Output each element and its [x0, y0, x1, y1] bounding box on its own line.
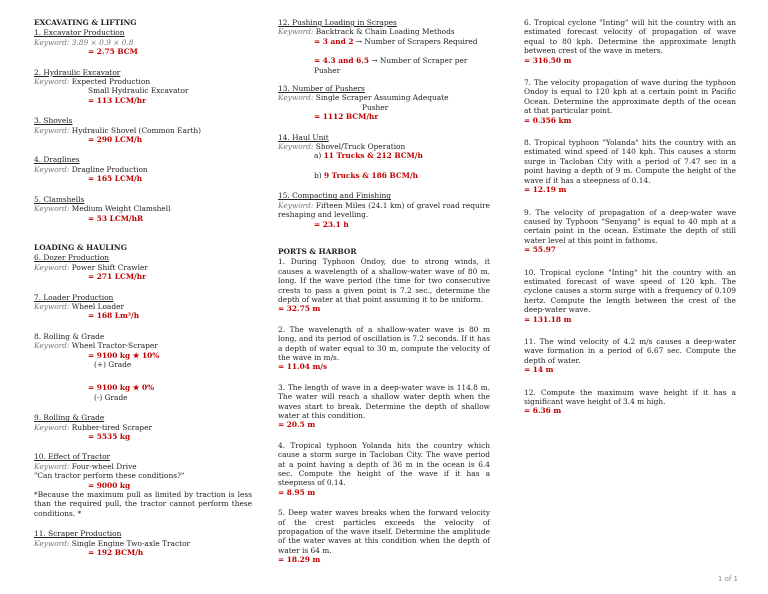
item-title: 3. Shovels: [34, 116, 73, 126]
answer: = 290 LCM/h: [88, 135, 143, 145]
keyword-text: Single Scraper Assuming Adequate: [313, 93, 449, 103]
answer: = 8.95 m: [278, 487, 316, 497]
item-title: 7. Loader Production: [34, 292, 114, 302]
item-title: 13. Number of Pushers: [278, 84, 365, 94]
question-text: 1. During Typhoon Ondoy, due to strong winds, it causes a wavelength of a shallow-water wave of 80 m. long. If the wave period (the time for two consecutive crests to pass a given point is 7.2 sec., determine the depth of water at that point assuming it to be uniform.: [278, 257, 490, 304]
section-heading-excavating: EXCAVATING & LIFTING: [34, 18, 137, 27]
item-title: 5. Clamshells: [34, 194, 85, 204]
keyword-label: Keyword:: [34, 422, 70, 432]
item-title: 2. Hydraulic Excavator: [34, 67, 121, 77]
question-text: 10. Tropical cyclone "Inting" hit the country with an estimated forecast of wave speed of 120 kph. The cyclone causes a storm surge with a frequency of 0.109 hertz. Compute the length between the crest of the deep-water wave.: [524, 267, 736, 315]
keyword-text: Wheel Tractor-Scraper: [69, 341, 158, 351]
answer: = 53 LCM/hR: [88, 213, 144, 223]
answer: = 9100 kg ★ 10%: [88, 350, 160, 360]
question: "Can tractor perform these conditions?": [34, 471, 185, 481]
column-3: [524, 18, 736, 427]
item-13: [278, 84, 490, 122]
keyword-text: Power Shift Crawler: [69, 262, 148, 272]
answer-a: 11 Trucks & 212 BCM/h: [323, 151, 423, 161]
item-6: [34, 253, 252, 281]
keyword-label: Keyword:: [34, 37, 70, 47]
keyword-label: Keyword:: [34, 125, 70, 135]
answer: = 316.50 m: [524, 55, 572, 65]
ports-item-11: [524, 337, 736, 375]
item-14: [278, 133, 490, 181]
item-title: 8. Rolling & Grade: [34, 331, 105, 341]
answer-text: → Number of Scrapers Required: [353, 36, 478, 46]
question-text: 4. Tropical typhoon Yolanda hits the country which cause a storm surge in Tacloban City. The wave period at a point having a depth of 36 m in the ocean is 6.4 sec. Compute the height of the wave if it has a steepness of 0.14.: [278, 440, 490, 488]
answer: = 23.1 h: [314, 219, 349, 229]
answer: = 192 BCM/h: [88, 548, 144, 558]
column-2: [278, 18, 490, 576]
item-2: [34, 68, 252, 106]
column-1: [34, 18, 252, 568]
answer: = 113 LCM/hr: [88, 95, 146, 105]
item-title: 14. Haul Unit: [278, 132, 329, 142]
keyword-text: Four-wheel Drive: [69, 461, 137, 471]
answer: = 11.04 m/s: [278, 362, 328, 372]
ports-item-7: [524, 78, 736, 125]
answer: = 1112 BCM/hr: [314, 112, 379, 122]
keyword-label: Keyword:: [34, 262, 70, 272]
keyword-text: Rubber-tired Scraper: [69, 422, 153, 432]
keyword-label: Keyword:: [34, 538, 70, 548]
ports-item-2: [278, 325, 490, 372]
item-title: 11. Scraper Production: [34, 529, 122, 539]
answer: = 14 m: [524, 365, 554, 375]
item-title: 15. Compacting and Finishing: [278, 191, 391, 201]
ports-item-6: [524, 18, 736, 65]
keyword-text-2: Small Hydraulic Excavator: [88, 86, 189, 96]
answer-b: 9 Trucks & 186 BCM/h: [323, 170, 419, 180]
keyword-text: Medium Weight Clamshell: [69, 204, 171, 214]
question-text: 7. The velocity propagation of wave during the typhoon Ondoy is equal to 120 kph at a certain point in Pacific Ocean. Determine the approximate depth of the ocean at that particular point.: [524, 78, 736, 116]
item-3: [34, 116, 252, 144]
ports-item-3: [278, 383, 490, 430]
keyword-text: Dragline Production: [69, 164, 148, 174]
keyword-label: Keyword:: [34, 164, 70, 174]
ports-item-4: [278, 441, 490, 497]
answer: = 55.97: [524, 245, 556, 255]
item-title: 1. Excavator Production: [34, 28, 125, 38]
question-text: 3. The length of wave in a deep-water wave is 114.8 m. The water will reach a shallow water depth when the waves start to break. Determine the depth of shallow water at this condition.: [278, 382, 490, 420]
keyword-label: Keyword:: [34, 301, 70, 311]
answer: = 2.75 BCM: [88, 47, 138, 57]
keyword-label: Keyword:: [34, 77, 70, 87]
answer: = 32.75 m: [278, 304, 321, 314]
answer-2-text: → Number of Scraper per Pusher: [314, 56, 468, 75]
answer: = 165 LCM/h: [88, 174, 143, 184]
keyword-text: Wheel Loader: [69, 301, 124, 311]
item-title: 4. Draglines: [34, 155, 80, 165]
answer: = 3 and 2: [314, 36, 354, 46]
answer: = 271 LCM/hr: [88, 272, 146, 282]
item-12: [278, 18, 490, 75]
item-1: [34, 28, 252, 56]
answer: = 0.356 km: [524, 115, 572, 125]
keyword-label: Keyword:: [34, 341, 70, 351]
answer: = 6.36 m: [524, 406, 562, 416]
item-title: 10. Effect of Tractor: [34, 452, 111, 462]
answer-2: = 9100 kg ★ 0%: [88, 383, 155, 393]
question-text: 9. The velocity of propagation of a deep-water wave caused by Typhoon "Senyang" is equal to 40 mph at a certain point in the ocean. Estimate the depth of still water level at this point in fathoms.: [524, 207, 736, 245]
question-text: 5. Deep water waves breaks when the forward velocity of the crest particles exceeds the velocity of propagation of the wave itself. Determine the amplitude of the water waves at this condition when the depth of water is 64 m.: [278, 508, 490, 555]
answer: = 168 Lm³/h: [88, 311, 140, 321]
item-10: [34, 452, 252, 518]
keyword-text: Shovel/Truck Operation: [313, 142, 406, 152]
ports-item-10: [524, 268, 736, 324]
item-8: [34, 332, 252, 402]
question-text: 11. The wind velocity of 4.2 m/s causes a deep-water wave formation in a period of 6.67 sec. Compute the depth of water.: [524, 336, 736, 365]
keyword-label: Keyword:: [278, 142, 314, 152]
keyword-label: Keyword:: [278, 93, 314, 103]
answer: = 5535 kg: [88, 432, 131, 441]
answer: = 20.5 m: [278, 420, 316, 430]
keyword-text: Single Engine Two-axle Tractor: [69, 538, 191, 548]
option-b-label: b): [314, 170, 324, 180]
answer-2: = 4.3 and 6.5: [314, 56, 369, 66]
item-title: 12. Pushing Loading in Scrapes: [278, 18, 397, 27]
page-number: 1 of 1: [717, 574, 738, 583]
item-11: [34, 529, 252, 557]
ports-item-8: [524, 138, 736, 194]
answer: = 131.18 m: [524, 314, 572, 324]
question-text: 8. Tropical typhoon "Yolanda" hits the country with an estimated wind speed of 140 kph. This causes a storm surge in Tacloban City with a period of 7.47 sec in a point having a depth of 9 m. Compute the height of the wave if it has a steepness of 0.14.: [524, 138, 736, 185]
keyword-text: 3.89 × 0.9 × 0.8: [69, 37, 134, 47]
item-9: [34, 413, 252, 441]
item-title: 9. Rolling & Grade: [34, 413, 105, 423]
ports-item-9: [524, 208, 736, 255]
keyword-text: Backtrack & Chain Loading Methods: [313, 27, 455, 37]
section-heading-loading: LOADING & HAULING: [34, 242, 128, 252]
question-text: 2. The wavelength of a shallow-water wave is 80 m long, and its period of oscillation is 7.2 seconds. If it has a depth of water equal to 30 m, compute the velocity of the wave in m/s.: [278, 324, 490, 362]
option-a-label: a): [314, 151, 324, 161]
keyword-label: Keyword:: [278, 27, 314, 37]
item-15: [278, 191, 490, 229]
item-4: [34, 155, 252, 183]
keyword-text: Hydraulic Shovel (Common Earth): [69, 125, 202, 135]
explanation-note: *Because the maximum pull as limited by traction is less than the required pull, the tractor cannot perform these conditions. *: [34, 490, 252, 518]
grade-note-2: (-) Grade: [94, 392, 128, 402]
grade-note: (+) Grade: [94, 359, 132, 369]
ports-item-5: [278, 508, 490, 564]
keyword-text-2: Pusher: [362, 102, 389, 112]
ports-item-12: [524, 388, 736, 416]
item-title: 6. Dozer Production: [34, 253, 110, 263]
answer: = 12.19 m: [524, 185, 567, 195]
keyword-text: Fifteen Miles (24.1 km) of gravel road require reshaping and levelling.: [278, 200, 490, 220]
item-7: [34, 293, 252, 321]
ports-item-1: [278, 257, 490, 313]
answer: = 18.29 m: [278, 555, 321, 565]
item-5: [34, 195, 252, 223]
keyword-label: Keyword:: [34, 461, 70, 471]
keyword-label: Keyword:: [278, 200, 314, 210]
question-text: 12. Compute the maximum wave height if it has a significant wave height of 3.4 m high.: [524, 387, 736, 406]
keyword-label: Keyword:: [34, 204, 70, 214]
keyword-text: Expected Production: [69, 77, 151, 87]
answer: = 9000 kg: [88, 480, 131, 490]
section-heading-ports: PORTS & HARBOR: [278, 246, 357, 256]
question-text: 6. Tropical cyclone "Inting" will hit the country with an estimated forecast velocity of propagation of wave equal to 80 kph. Determine the approximate length between crest of the wave in meters.: [524, 18, 736, 56]
